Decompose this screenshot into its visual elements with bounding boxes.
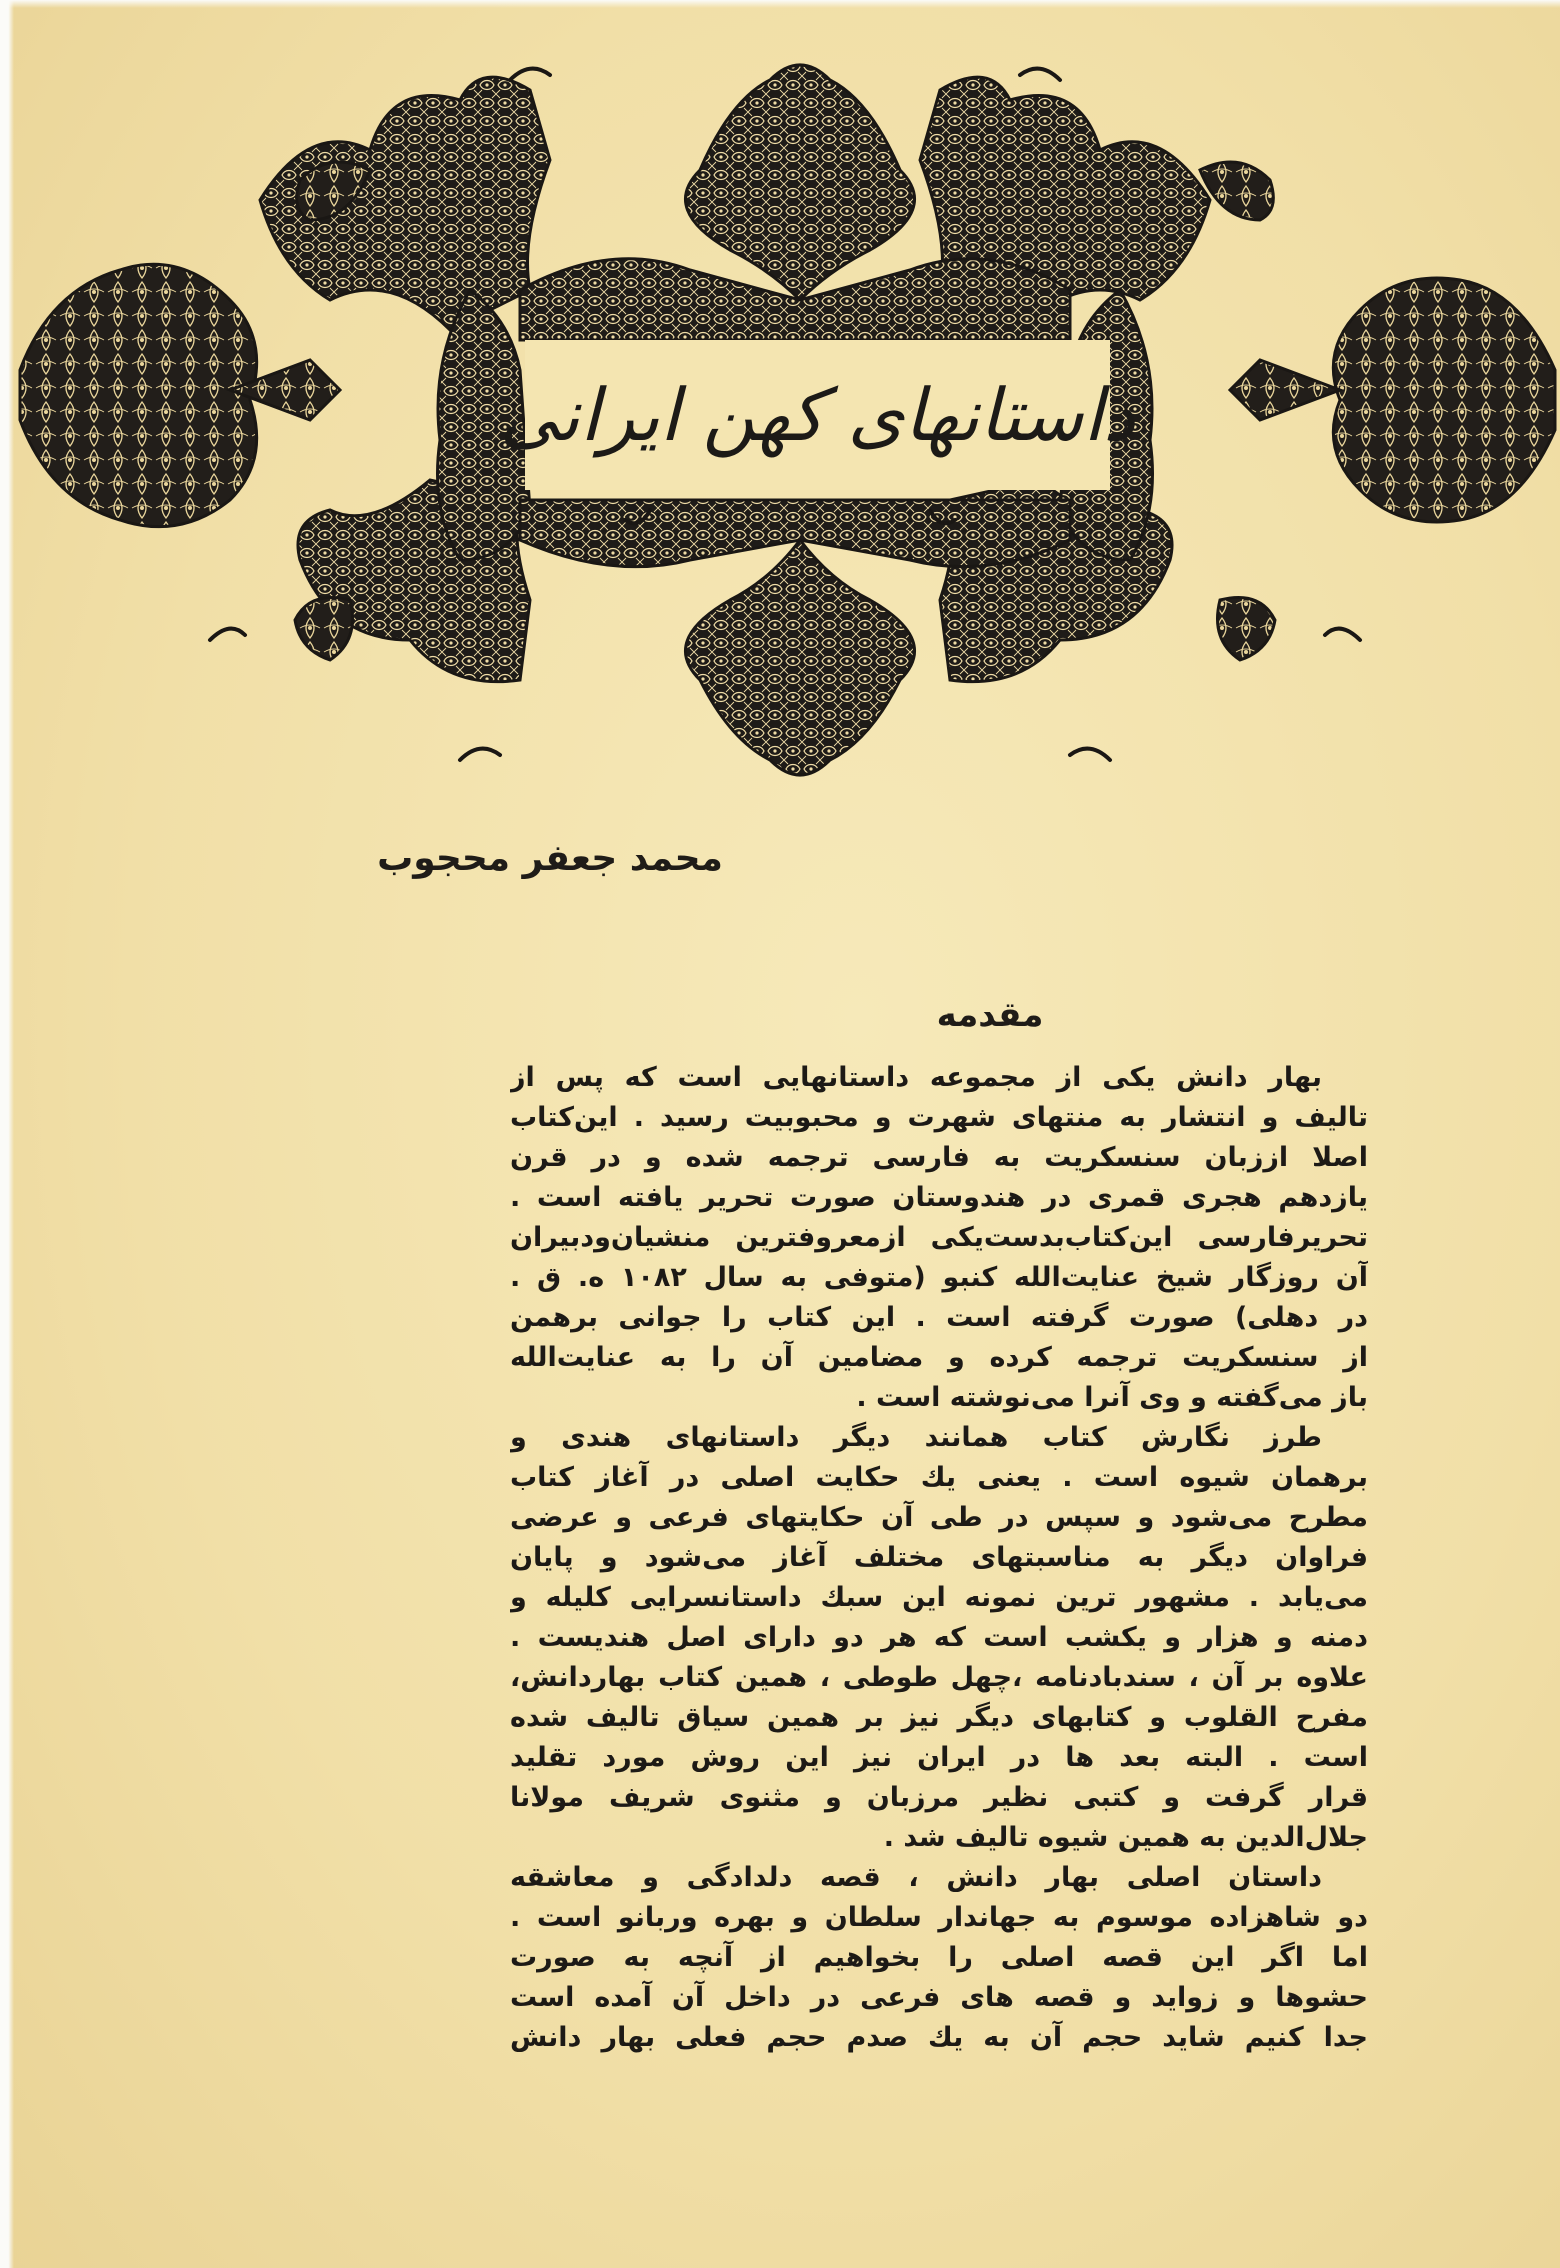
section-heading: مقدمه (936, 995, 1044, 1035)
text-line: مطرح می‌شود و سپس در طی آن حکایتهای فرعی و عرضی (510, 1502, 1368, 1533)
author-name: محمد جعفر محجوب (377, 838, 723, 879)
page-edge-top (0, 0, 1560, 8)
text-line: دو شاهزاده موسوم به جهاندار سلطان و بهره وربانو است . (510, 1902, 1368, 1933)
article-body (510, 1058, 1368, 2058)
text-line: حشوها و زواید و قصه های فرعی در داخل آن آمده است (510, 1982, 1368, 2013)
text-line: دمنه و هزار و یکشب است که هر دو دارای اصل هندیست . (510, 1622, 1368, 1653)
text-line: باز می‌گفته و وی آنرا می‌نوشته است . (856, 1382, 1368, 1413)
text-line: تالیف و انتشار به منتهای شهرت و محبوبیت رسید . این‌کتاب (510, 1102, 1368, 1133)
text-line: جدا کنیم شاید حجم آن به یك صدم حجم فعلی بهار دانش (510, 2022, 1368, 2053)
text-line: در دهلی) صورت گرفته است . این کتاب را جوانی برهمن (510, 1302, 1368, 1333)
text-line: بهار دانش یکی از مجموعه داستانهایی است که پس از (510, 1062, 1322, 1093)
text-line: یازدهم هجری قمری در هندوستان صورت تحریر یافته است . (510, 1182, 1368, 1213)
text-line: جلال‌الدین به همین شیوه تالیف شد . (883, 1822, 1368, 1853)
text-line: طرز نگارش کتاب همانند دیگر داستانهای هندی و (510, 1422, 1322, 1453)
text-line: مفرح القلوب و کتابهای دیگر نیز بر همین سیاق تالیف شده (510, 1702, 1368, 1733)
text-line: قرار گرفت و کتبی نظیر مرزبان و مثنوی شریف مولانا (510, 1782, 1368, 1813)
text-line: از سنسکریت ترجمه کرده و مضامین آن را به عنایت‌الله (510, 1342, 1368, 1373)
text-line: فراوان دیگر به مناسبتهای مختلف آغاز می‌شود و پایان (510, 1542, 1368, 1573)
title-panel (499, 340, 1136, 490)
text-line: آن روزگار شیخ عنایت‌الله کنبو (متوفی به سال ۱۰۸۲ ه. ق . (510, 1262, 1368, 1293)
text-line: علاوه بر آن ، سندبادنامه ،چهل طوطی ، همین کتاب بهاردانش، (510, 1662, 1368, 1693)
page-title: داستانهای کهن ایرانی (499, 373, 1136, 457)
text-line: اصلا اززبان سنسکریت به فارسی ترجمه شده و در قرن (510, 1142, 1368, 1173)
text-line: داستان اصلی بهار دانش ، قصه دلدادگی و معاشقه (510, 1862, 1322, 1893)
text-line: برهمان شیوه است . یعنی یك حکایت اصلی در آغاز کتاب (510, 1462, 1368, 1493)
text-line: اما اگر این قصه اصلی را بخواهیم از آنچه به صورت (510, 1942, 1368, 1973)
text-line: می‌یابد . مشهور ترین نمونه این سبك داستانسرایی کلیله و (510, 1582, 1368, 1613)
text-line: تحریرفارسی این‌کتاب‌بدست‌یکی ازمعروفترین منشیان‌ودبیران (510, 1222, 1368, 1253)
text-line: است . البته بعد ها در ایران نیز این روش مورد تقلید (510, 1742, 1368, 1773)
